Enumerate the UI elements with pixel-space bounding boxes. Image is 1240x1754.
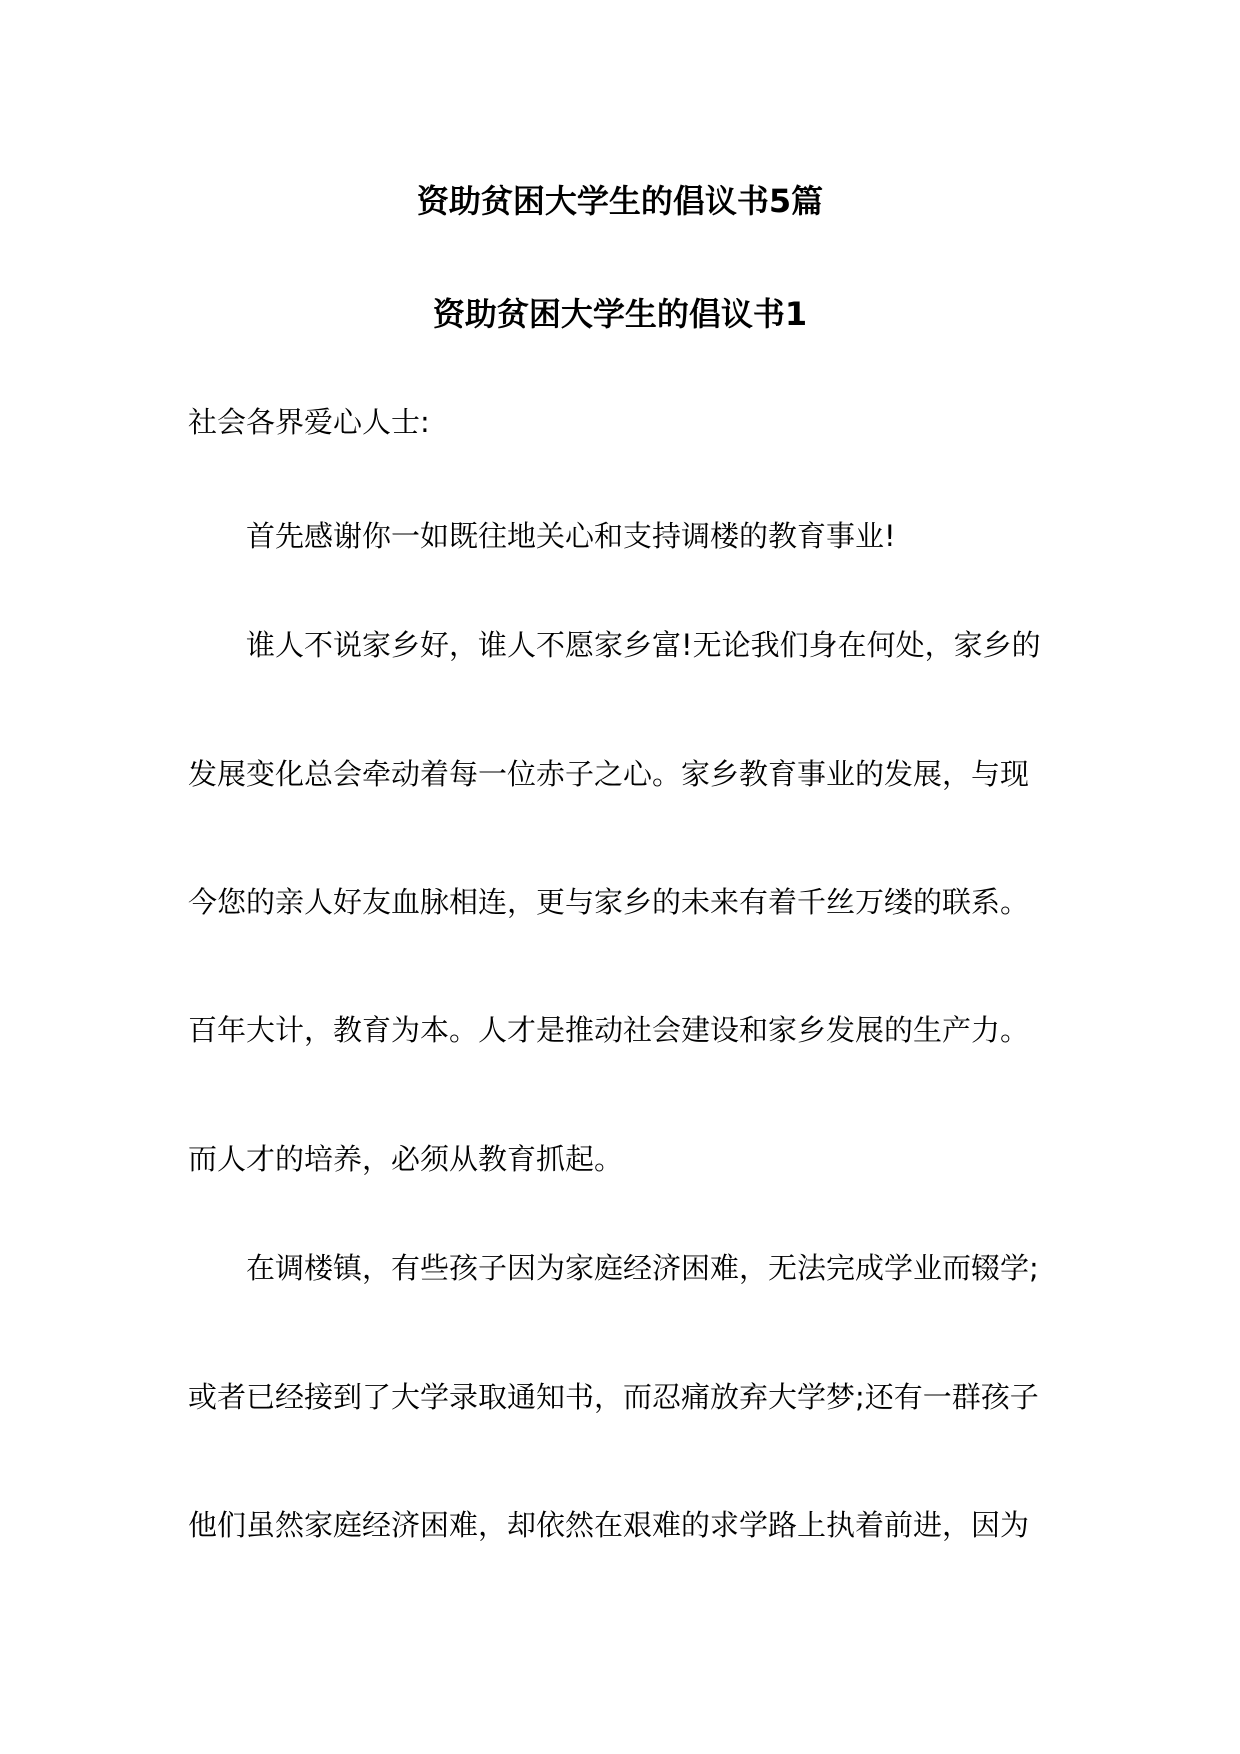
paragraph-line: 百年大计，教育为本。人才是推动社会建设和家乡发展的生产力。 xyxy=(188,1013,1030,1047)
paragraph-line: 或者已经接到了大学录取通知书，而忍痛放弃大学梦;还有一群孩子 xyxy=(188,1380,1039,1414)
paragraph-line: 谁人不说家乡好，谁人不愿家乡富!无论我们身在何处，家乡的 xyxy=(246,628,1041,662)
document-title: 资助贫困大学生的倡议书5篇 xyxy=(416,182,824,220)
section-title: 资助贫困大学生的倡议书1 xyxy=(432,295,808,333)
paragraph-line: 而人才的培养，必须从教育抓起。 xyxy=(188,1142,624,1176)
paragraph-line: 在调楼镇，有些孩子因为家庭经济困难，无法完成学业而辍学; xyxy=(246,1251,1039,1285)
paragraph-line: 今您的亲人好友血脉相连，更与家乡的未来有着千丝万缕的联系。 xyxy=(188,885,1030,919)
salutation: 社会各界爱心人士: xyxy=(188,405,430,439)
paragraph-line: 他们虽然家庭经济困难，却依然在艰难的求学路上执着前进，因为 xyxy=(188,1508,1030,1542)
paragraph-line: 发展变化总会牵动着每一位赤子之心。家乡教育事业的发展，与现 xyxy=(188,757,1030,791)
paragraph-line: 首先感谢你一如既往地关心和支持调楼的教育事业! xyxy=(246,519,896,553)
